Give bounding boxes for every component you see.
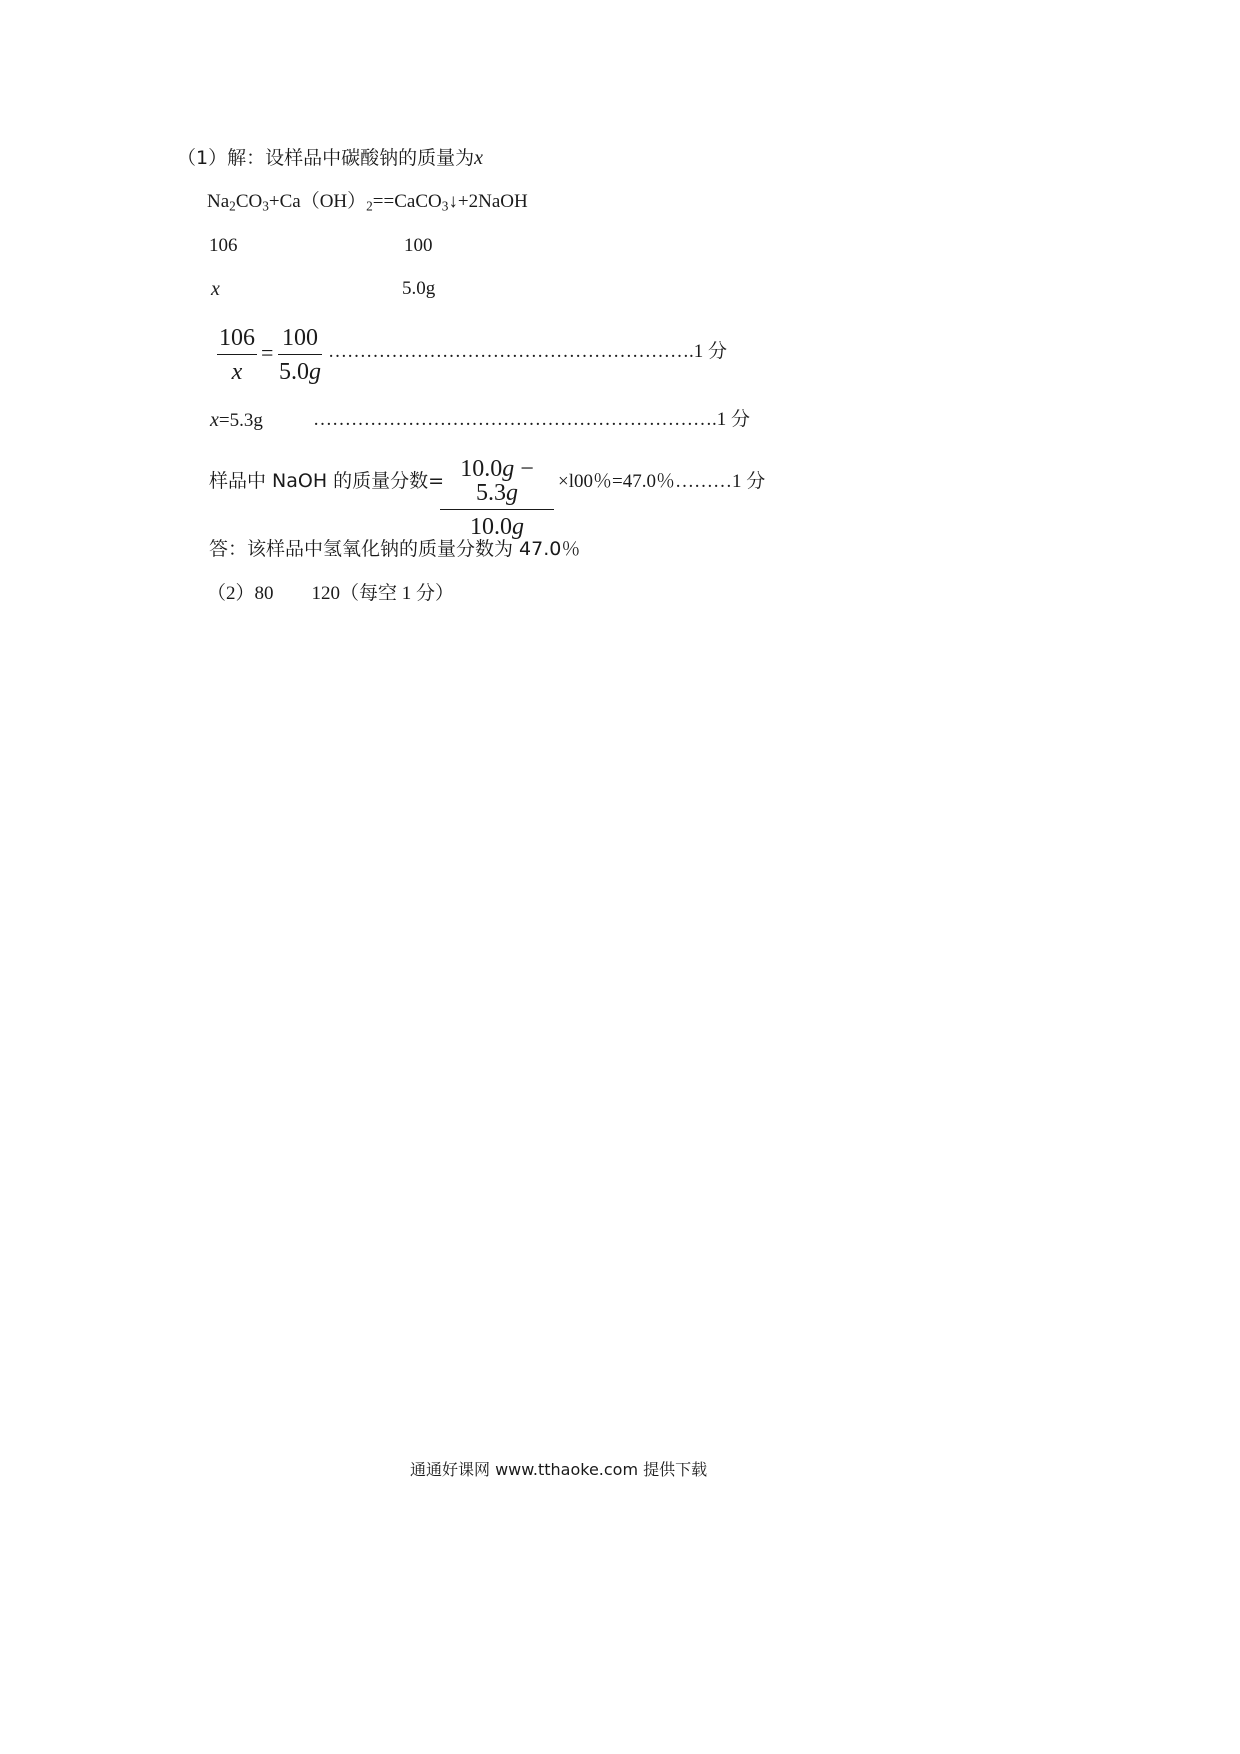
part2-text: （2）80 120（每空 1 分） xyxy=(207,583,455,604)
eq-tail: ↓+2NaOH xyxy=(448,191,528,212)
frac2-numerator: 100 xyxy=(278,326,322,355)
part1-variable: x xyxy=(474,147,483,169)
fraction-label: 样品中 NaOH 的质量分数= xyxy=(209,470,445,492)
num-minus: − 5.3 xyxy=(476,456,534,506)
proportion-equals: = xyxy=(261,340,274,365)
num-g1: g xyxy=(502,456,515,482)
eq-co: CO xyxy=(235,191,263,212)
ratio-row2-left: x xyxy=(211,278,220,300)
part1-intro xyxy=(177,148,483,168)
result-var: x xyxy=(210,409,219,431)
answer-text: 答：该样品中氢氧化钠的质量分数为 47.0％ xyxy=(209,538,581,560)
proportion-dots: ………………………………………………….1 分 xyxy=(328,341,728,362)
fraction-tail: ×l00％=47.0％………1 分 xyxy=(558,471,766,492)
eq-caco: ==CaCO xyxy=(372,191,442,212)
frac2-denominator xyxy=(278,355,322,384)
mass-fraction-denominator xyxy=(440,510,554,539)
result-value: =5.3g xyxy=(218,410,263,431)
proportion-fraction-2 xyxy=(278,326,322,384)
ratio-row1-left: 106 xyxy=(209,235,238,256)
eq-ca-oh: +Ca（OH） xyxy=(268,191,367,212)
chemical-equation xyxy=(207,191,528,214)
result-dots: ……………………………………………………….1 分 xyxy=(313,409,751,430)
result-line xyxy=(210,410,263,430)
part1-intro-text: （1）解：设样品中碳酸钠的质量为 xyxy=(177,147,475,169)
proportion-fraction-1 xyxy=(217,326,257,384)
num-a: 10.0 xyxy=(460,456,503,482)
eq-sub-3b: 3 xyxy=(441,198,449,214)
eq-na: Na xyxy=(207,191,230,212)
ratio-row2-right: 5.0g xyxy=(402,278,436,299)
footer-watermark: 通通好课网 www.tthaoke.com 提供下载 xyxy=(410,1460,708,1479)
den-value: 10.0 xyxy=(470,514,512,540)
ratio-row1-right: 100 xyxy=(404,235,433,256)
den-unit: g xyxy=(512,514,524,540)
eq-sub-2b: 2 xyxy=(366,198,373,214)
frac1-numerator: 106 xyxy=(217,326,257,355)
frac2-den-unit: g xyxy=(309,359,321,385)
num-g2: g xyxy=(506,480,518,506)
mass-fraction-numerator xyxy=(440,457,554,510)
eq-sub-3: 3 xyxy=(262,198,269,214)
eq-sub-2: 2 xyxy=(229,198,236,214)
mass-fraction xyxy=(440,457,554,539)
frac2-den-value: 5.0 xyxy=(279,359,309,385)
frac1-denominator: x xyxy=(231,359,243,385)
